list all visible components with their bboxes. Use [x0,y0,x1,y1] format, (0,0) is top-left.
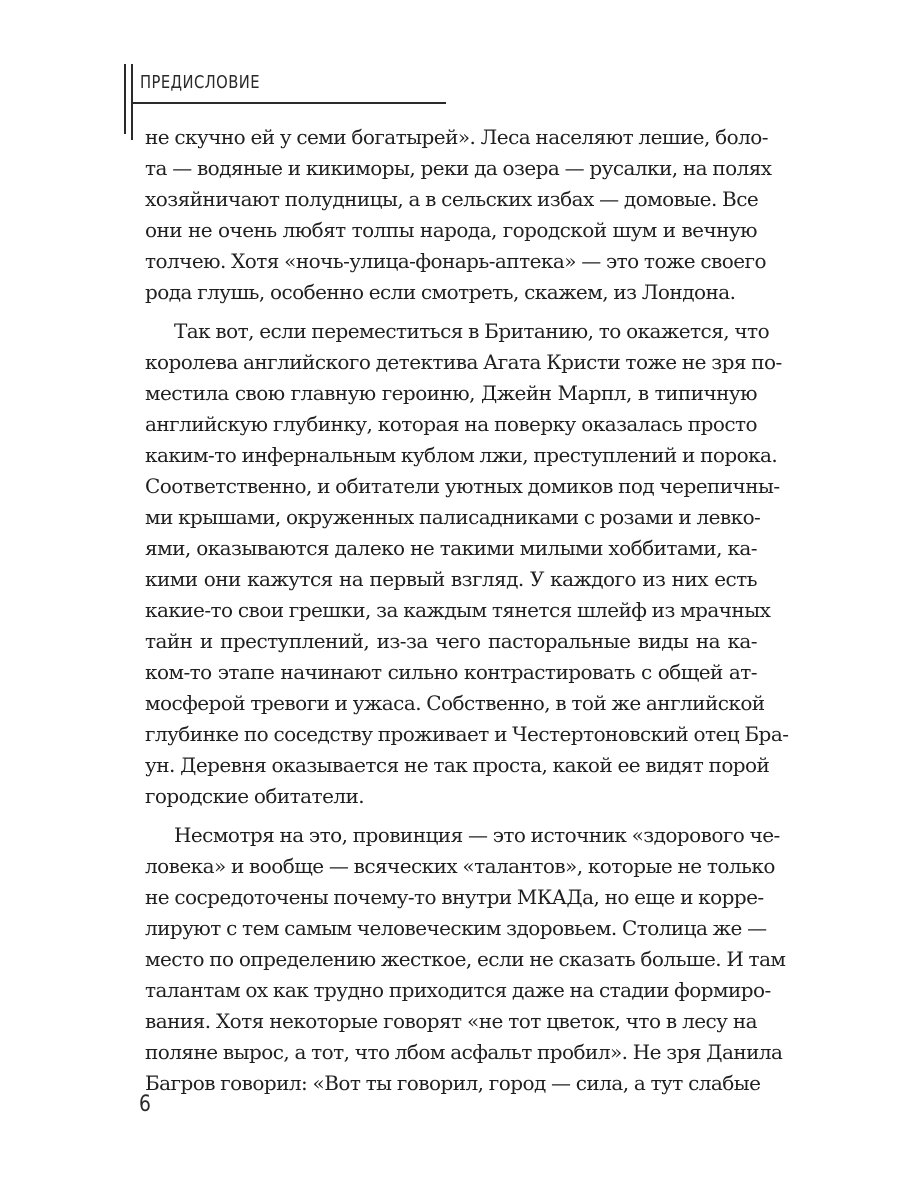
text-line: та — водяные и кикиморы, реки да озера — русалки, на полях [145,156,772,180]
text-line: ловека» и вообще — всяческих «талантов», которые не только [145,854,775,878]
page-number: 6 [139,1092,151,1117]
text-line: ком-то этапе начинают сильно контрастировать с общей ат- [145,660,757,684]
header-rule-horizontal [131,102,446,104]
text-line: Соответственно, и обитатели уютных домиков под черепичны- [145,474,780,498]
paragraph-1 [145,122,772,308]
text-line: Багров говорил: «Вот ты говорил, город — сила, а тут слабые [145,1071,761,1095]
text-line: королева английского детектива Агата Кристи тоже не зря по- [145,350,782,374]
paragraph-3 [145,820,786,1099]
text-line: местила свою главную героиню, Джейн Марпл, в типичную [145,381,757,405]
text-line: поляне вырос, а тот, что лбом асфальт пробил». Не зря Данила [145,1040,783,1064]
text-line: тайн и преступлений, из-за чего пасторальные виды на ка- [145,629,757,653]
text-line: каким-то инфернальным кублом лжи, преступлений и порока. [145,443,778,467]
text-line: толчею. Хотя «ночь-улица-фонарь-аптека» — это тоже своего [145,249,766,273]
body-text [145,122,789,1099]
text-line: не скучно ей у семи богатырей». Леса населяют лешие, боло- [145,125,768,149]
text-line: они не очень любят толпы народа, городской шум и вечную [145,218,757,242]
text-line: какие-то свои грешки, за каждым тянется шлейф из мрачных [145,598,771,622]
paragraph-2 [145,316,789,812]
text-line: место по определению жесткое, если не сказать больше. И там [145,947,786,971]
text-line: глубинке по соседству проживает и Честертоновский отец Бра- [145,722,789,746]
text-line: вания. Хотя некоторые говорят «не тот цветок, что в лесу на [145,1009,757,1033]
paragraph-gap [145,308,757,316]
text-line: не сосредоточены почему-то внутри МКАДа, но еще и корре- [145,885,764,909]
text-line: английскую глубинку, которая на поверку оказалась просто [145,412,757,436]
text-line: ями, оказываются далеко не такими милыми хоббитами, ка- [145,536,757,560]
text-line: лируют с тем самым человеческим здоровьем. Столица же — [145,916,767,940]
text-line: ми крышами, окруженных палисадниками с розами и левко- [145,505,761,529]
text-line: хозяйничают полудницы, а в сельских избах — домовые. Все [145,187,759,211]
text-line: кими они кажутся на первый взгляд. У каждого из них есть [145,567,757,591]
text-line: Так вот, если переместиться в Британию, то окажется, что [174,319,770,343]
header-rule-vertical-outer [124,64,126,134]
text-line: Несмотря на это, провинция — это источник «здорового че- [174,823,780,847]
text-line: ун. Деревня оказывается не так проста, какой ее видят порой [145,753,770,777]
text-line: городские обитатели. [145,784,365,808]
text-line: мосферой тревоги и ужаса. Собственно, в той же английской [145,691,765,715]
text-line: талантам ох как трудно приходится даже на стадии формиро- [145,978,771,1002]
running-head: ПРЕДИСЛОВИЕ [140,72,260,93]
paragraph-gap [145,812,757,820]
text-line: рода глушь, особенно если смотреть, скажем, из Лондона. [145,280,736,304]
